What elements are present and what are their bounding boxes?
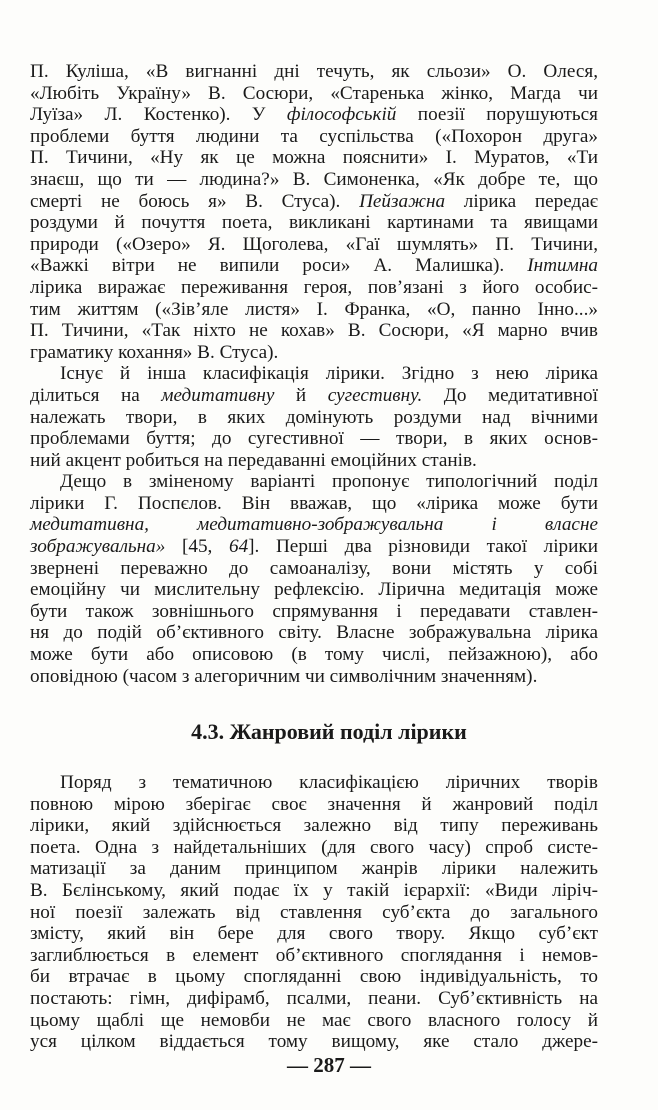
text-line	[30, 772, 598, 794]
section-heading: 4.3. Жанровий поділ лірики	[191, 719, 467, 744]
text-run: лірики Г. Поспєлов. Він вважав, що «лірика може бути	[30, 492, 598, 514]
text-run: До медитативної	[422, 384, 598, 406]
text-line	[30, 794, 598, 816]
text-run: лірики, який здійснюється залежно від типу переживань	[30, 815, 598, 837]
text-run: поета. Одна з найдетальніших (для свого часу) спроб систе-	[30, 836, 598, 858]
text-line	[30, 493, 598, 515]
text-line	[30, 837, 598, 859]
text-line	[30, 579, 598, 601]
text-run: може бути або описовою (в тому числі, пейзажною), або	[30, 644, 598, 666]
text-run: належать твори, в яких домінують роздуми над вічними	[30, 406, 598, 428]
text-line	[30, 558, 598, 580]
page-number: — 287 —	[287, 1053, 371, 1077]
text-run: ]. Перші два різновиди такої лірики	[248, 536, 599, 558]
text-run: матизації за даним принципом жанрів лірики належить	[30, 858, 598, 880]
italic-term: медитативна, медитативно-зображувальна і власне	[30, 514, 598, 536]
text-line	[30, 147, 598, 169]
text-run: постають: гімн, дифірамб, псалми, пеани. Суб’єктивність на	[30, 987, 598, 1009]
text-line	[30, 299, 598, 321]
text-line	[30, 858, 598, 880]
body-text-bottom	[30, 772, 598, 1053]
text-line	[30, 385, 598, 407]
text-run: граматику кохання» В. Стуса).	[30, 341, 279, 363]
text-line	[30, 126, 598, 148]
text-line	[30, 644, 598, 666]
text-line	[30, 450, 598, 472]
text-run: Існує й інша класифікація лірики. Згідно з нею лірика	[60, 363, 598, 385]
text-line	[30, 428, 598, 450]
text-line	[30, 212, 598, 234]
text-run: проблемами буття; до сугестивної — твори, в яких основ-	[30, 428, 598, 450]
italic-term: медитативну	[161, 384, 275, 406]
italic-term: зображувальна»	[30, 536, 166, 558]
text-run: проблеми буття людини та суспільства («Похорон друга»	[30, 125, 598, 147]
text-run: Поряд з тематичною класифікацією ліричних творів	[60, 772, 598, 793]
text-run: оповідною (часом з алегоричним чи символічним значенням).	[30, 665, 538, 687]
text-run: бути також зовнішнього спрямування і передавати ставлен-	[30, 600, 598, 622]
text-line	[30, 407, 598, 429]
text-run: П. Куліша, «В вигнанні дні течуть, як сльози» О. Олеся,	[30, 61, 598, 82]
text-run: ний акцент робиться на передаванні емоційних станів.	[30, 449, 477, 471]
text-run: й	[274, 384, 328, 406]
text-line	[30, 923, 598, 945]
text-line	[30, 1010, 598, 1032]
text-line	[30, 277, 598, 299]
text-line	[30, 104, 598, 126]
text-line	[30, 234, 598, 256]
text-run: заглиблюється в елемент об’єктивного споглядання і немов-	[30, 944, 598, 966]
text-line	[30, 966, 598, 988]
text-line	[30, 191, 598, 213]
text-run: емоційну чи мислительну рефлексію. Лірична медитація може	[30, 579, 598, 601]
text-line	[30, 255, 598, 277]
text-run: П. Тичини, «Ну як це можна пояснити» І. Муратов, «Ти	[30, 147, 598, 169]
text-line	[30, 1031, 598, 1053]
text-line	[30, 622, 598, 644]
text-run: тим життям («Зів’яле листя» І. Франка, «О, панно Інно...»	[30, 298, 598, 320]
text-line	[30, 471, 598, 493]
text-line	[30, 342, 598, 364]
text-run: ної поезії залежать від ставлення суб’єкта до загального	[30, 901, 598, 923]
text-run: П. Тичини, «Так ніхто не кохав» В. Сосюри, «Я марно вчив	[30, 320, 598, 342]
text-run: цьому щаблі ще немовби не має свого власного голосу й	[30, 1009, 598, 1031]
text-run: ня до подій об’єктивного світу. Власне зображувальна лірика	[30, 622, 598, 644]
text-run: повною мірою зберігає своє значення й жанровий поділ	[30, 793, 598, 815]
text-run: «Любіть Україну» В. Сосюри, «Старенька жінко, Магда чи	[30, 82, 598, 104]
text-run: ділиться на	[30, 384, 162, 406]
text-line	[30, 880, 598, 902]
text-run: уся цілком віддається тому вищому, яке стало джере-	[30, 1031, 598, 1053]
text-run: «Важкі вітри не випили роси» А. Малишка).	[30, 255, 528, 277]
text-line	[30, 83, 598, 105]
text-run: роздуми й почуття поета, викликані картинами та явищами	[30, 212, 598, 234]
text-line	[30, 514, 598, 536]
text-run: Дещо в зміненому варіанті пропонує типологічний поділ	[60, 471, 598, 493]
body-text-top	[30, 61, 598, 687]
text-run: природи («Озеро» Я. Щоголева, «Гаї шумлять» П. Тичини,	[30, 233, 598, 255]
text-line	[30, 815, 598, 837]
text-line	[30, 666, 598, 688]
italic-term: Інтимна	[527, 255, 598, 277]
italic-term: Пейзажна	[359, 190, 446, 212]
text-run: лірика виражає переживання героя, пов’язані з його особис-	[30, 276, 598, 298]
text-run: звернені переважно до самоаналізу, вони містять у собі	[30, 557, 598, 579]
text-run: знаєш, що ти — людина?» В. Симоненка, «Як добре те, що	[30, 168, 598, 190]
text-line	[30, 601, 598, 623]
text-line	[30, 169, 598, 191]
text-line	[30, 902, 598, 924]
text-run: би втрачає в цьому спогляданні свою індивідуальність, то	[30, 966, 598, 988]
text-run: Луїза» Л. Костенко). У	[30, 104, 287, 126]
italic-term: сугестивну.	[327, 384, 423, 406]
text-line	[30, 945, 598, 967]
text-run: змісту, який він бере для свого твору. Якщо суб’єкт	[30, 923, 598, 945]
text-run: лірика передає	[445, 190, 598, 212]
italic-term: 64	[228, 536, 249, 558]
text-run: В. Бєлінському, який подає їх у такій ієрархії: «Види ліріч-	[30, 879, 598, 901]
text-run: смерті не боюсь я» В. Стуса).	[30, 190, 360, 212]
text-run: [45,	[165, 536, 229, 558]
text-line	[30, 988, 598, 1010]
text-line	[30, 536, 598, 558]
text-line	[30, 363, 598, 385]
italic-term: філософській	[286, 104, 397, 126]
text-line	[30, 61, 598, 83]
text-line	[30, 320, 598, 342]
text-run: поезії порушуються	[396, 104, 598, 126]
